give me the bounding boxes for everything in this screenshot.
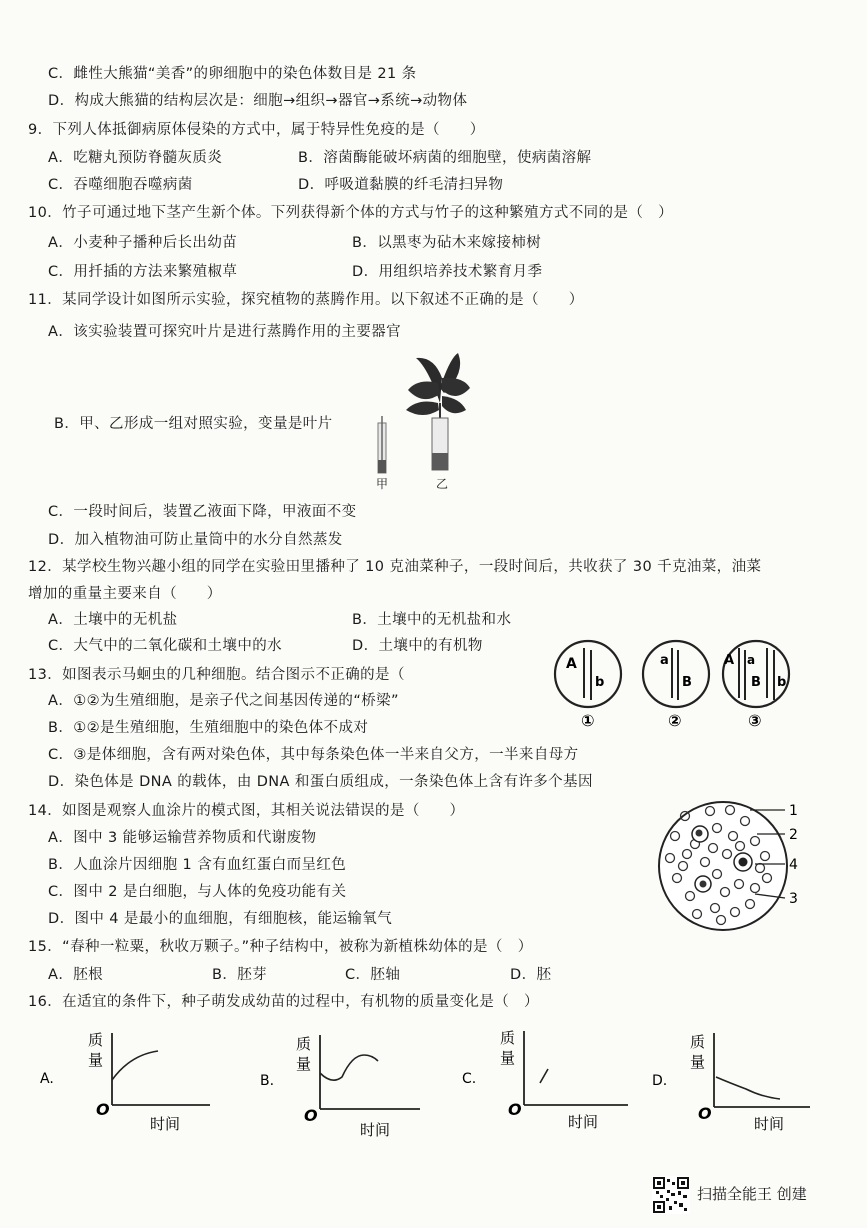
q10-option-d: D．用组织培养技术繁育月季 (352, 264, 543, 280)
q10-option-b: B．以黑枣为砧木来嫁接柿树 (352, 235, 542, 251)
fig-label-yi: 乙 (436, 477, 449, 490)
graph-c (462, 1029, 628, 1131)
graph-b-origin: O (304, 1106, 318, 1125)
q14-option-d: D．图中 4 是最小的血细胞，有细胞核，能运输氧气 (48, 911, 393, 927)
graph-c-ylabel-2: 量 (500, 1049, 516, 1067)
q11-option-d: D．加入植物油可防止量筒中的水分自然蒸发 (48, 532, 343, 548)
cell-3-gene-2: a (747, 653, 756, 667)
cell-1-number: ① (581, 711, 595, 728)
q12-option-b: B．土壤中的无机盐和水 (352, 612, 512, 628)
q13-stem: 13．如图表示马蛔虫的几种细胞。结合图示不正确的是（ (28, 667, 405, 683)
blood-label-1: 1 (789, 803, 798, 819)
q12-stem-line1: 12．某学校生物兴趣小组的同学在实验田里播种了 10 克油菜种子，一段时间后，共收获了 30 千克油菜，油菜 (28, 559, 762, 575)
graph-b-ylabel-2: 量 (296, 1055, 312, 1073)
graph-d-ylabel-2: 量 (690, 1053, 706, 1071)
graph-a-ylabel-2: 量 (88, 1051, 104, 1069)
cell-3-gene-3: B (751, 675, 761, 690)
graph-d-option-label: D. (652, 1073, 668, 1089)
graph-a-option-label: A. (40, 1071, 54, 1087)
q15-stem: 15．“春种一粒粟，秋收万颗子。”种子结构中，被称为新植株幼体的是（ ） (28, 939, 533, 955)
graph-d-ylabel-1: 质 (690, 1033, 706, 1051)
q9-option-d: D．呼吸道黏膜的纤毛清扫异物 (298, 177, 504, 193)
q12-stem-line2: 增加的重量主要来自（ ） (28, 586, 222, 602)
q15-option-a: A．胚根 (48, 967, 104, 983)
graph-c-option-label: C. (462, 1071, 477, 1087)
q15-option-b: B．胚芽 (212, 967, 268, 983)
q11-option-b: B．甲、乙形成一组对照实验，变量是叶片 (54, 416, 333, 432)
q11-option-c: C．一段时间后，装置乙液面下降，甲液面不变 (48, 504, 357, 520)
q8-option-c: C．雌性大熊猫“美香”的卵细胞中的染色体数目是 21 条 (48, 66, 417, 82)
q12-option-d: D．土壤中的有机物 (352, 638, 483, 654)
q13-option-d: D．染色体是 DNA 的载体，由 DNA 和蛋白质组成，一条染色体上含有许多个基因 (48, 774, 593, 790)
q12-option-a: A．土壤中的无机盐 (48, 612, 178, 628)
q10-option-c: C．用扦插的方法来繁殖椒草 (48, 264, 238, 280)
q16-graphs (40, 1025, 830, 1145)
graph-b-ylabel-1: 质 (296, 1035, 312, 1053)
graph-d (652, 1033, 810, 1133)
cell-1-gene-1: A (566, 656, 577, 672)
graph-a-xlabel: 时间 (150, 1115, 181, 1133)
roundworm-cells-figure (548, 636, 798, 728)
fig-label-jia: 甲 (376, 477, 389, 490)
blood-smear-figure (655, 796, 815, 936)
graph-a-origin: O (96, 1100, 110, 1119)
graph-a-ylabel-1: 质 (88, 1031, 104, 1049)
blood-label-3: 3 (789, 891, 798, 907)
q15-option-d: D．胚 (510, 967, 552, 983)
blood-label-4: 4 (789, 857, 798, 873)
cell-3-gene-4: b (777, 675, 787, 690)
graph-c-origin: O (508, 1100, 522, 1119)
q16-stem: 16．在适宜的条件下，种子萌发成幼苗的过程中，有机物的质量变化是（ ） (28, 994, 539, 1010)
q8-option-d: D．构成大熊猫的结构层次是：细胞→组织→器官→系统→动物体 (48, 93, 468, 109)
cell-3-gene-1: A (724, 653, 735, 668)
q13-option-a: A．①②为生殖细胞，是亲子代之间基因传递的“桥梁” (48, 693, 399, 709)
q9-option-a: A．吃糖丸预防脊髓灰质炎 (48, 150, 223, 166)
q14-option-a: A．图中 3 能够运输营养物质和代谢废物 (48, 830, 317, 846)
q10-stem: 10．竹子可通过地下茎产生新个体。下列获得新个体的方式与竹子的这种繁殖方式不同的是（ ） (28, 205, 674, 221)
graph-c-xlabel: 时间 (568, 1113, 599, 1131)
q15-option-c: C．胚轴 (345, 967, 401, 983)
graph-b-xlabel: 时间 (360, 1121, 391, 1139)
q10-option-a: A．小麦种子播种后长出幼苗 (48, 235, 238, 251)
graph-c-ylabel-1: 质 (500, 1029, 516, 1047)
graph-b-option-label: B. (260, 1073, 275, 1089)
q13-option-b: B．①②是生殖细胞，生殖细胞中的染色体不成对 (48, 720, 369, 736)
cell-3 (723, 641, 789, 728)
q9-stem: 9．下列人体抵御病原体侵染的方式中，属于特异性免疫的是（ ） (28, 122, 485, 138)
graph-a (40, 1031, 210, 1133)
cell-2-gene-1: a (660, 653, 669, 668)
scanner-watermark: 扫描全能王 创建 (697, 1185, 807, 1203)
graph-d-xlabel: 时间 (754, 1115, 785, 1133)
cell-2-gene-2: B (682, 675, 692, 690)
q14-option-c: C．图中 2 是白细胞，与人体的免疫功能有关 (48, 884, 347, 900)
graph-d-origin: O (698, 1104, 712, 1123)
cell-1-gene-2: b (595, 675, 605, 690)
qr-code-icon (652, 1176, 690, 1214)
q9-option-c: C．吞噬细胞吞噬病菌 (48, 177, 193, 193)
graph-b (260, 1035, 420, 1139)
q9-option-b: B．溶菌酶能破坏病菌的细胞壁，使病菌溶解 (298, 150, 592, 166)
cell-1 (555, 641, 621, 728)
transpiration-figure (368, 348, 478, 490)
q14-stem: 14．如图是观察人血涂片的模式图，其相关说法错误的是（ ） (28, 803, 465, 819)
q13-option-c: C．③是体细胞，含有两对染色体，其中每条染色体一半来自父方，一半来自母方 (48, 747, 579, 763)
blood-label-2: 2 (789, 827, 798, 843)
q12-option-c: C．大气中的二氧化碳和土壤中的水 (48, 638, 283, 654)
q14-option-b: B．人血涂片因细胞 1 含有血红蛋白而呈红色 (48, 857, 347, 873)
cell-3-number: ③ (748, 711, 762, 728)
cell-2 (643, 641, 709, 728)
q11-option-a: A．该实验装置可探究叶片是进行蒸腾作用的主要器官 (48, 324, 402, 340)
cell-2-number: ② (668, 711, 682, 728)
q11-stem: 11．某同学设计如图所示实验，探究植物的蒸腾作用。以下叙述不正确的是（ ） (28, 292, 584, 308)
